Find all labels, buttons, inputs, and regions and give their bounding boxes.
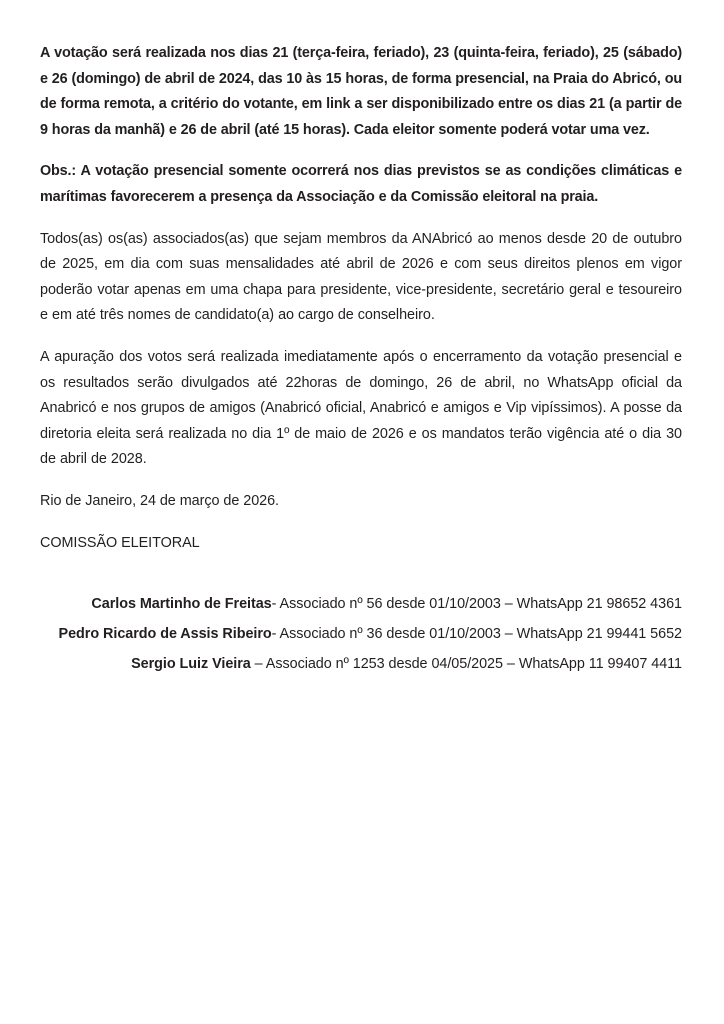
document-content: [40, 41, 682, 682]
paragraph-voting-schedule: A votação será realizada nos dias 21 (terça-feira, feriado), 23 (quinta-feira, feriado), 25 (sábado) e 26 (domingo) de abril de 2024, das 10 às 15 horas, de forma presencial, na Praia do Abricó, ou de forma remota, a critério do votante, em link a ser disponibilizado entre os dias 21 (a partir de 9 horas da manhã) e 26 de abril (até 15 horas). Cada eleitor somente poderá votar uma vez.: [40, 45, 682, 138]
paragraph-weather-note: Obs.: A votação presencial somente ocorrerá nos dias previstos se as condições climáticas e marítimas favorecerem a presença da Associação e da Comissão eleitoral na praia.: [40, 163, 682, 205]
paragraph-eligibility: Todos(as) os(as) associados(as) que sejam membros da ANAbricó ao menos desde 20 de outubro de 2025, em dia com suas mensalidades até abril de 2026 e com seus direitos plenos em vigor poderão votar apenas em uma chapa para presidente, vice-presidente, secretário geral e tesoureiro e em até três nomes de candidato(a) ao cargo de conselheiro.: [40, 230, 682, 324]
committee-heading: COMISSÃO ELEITORAL: [40, 534, 200, 551]
place-and-date: Rio de Janeiro, 24 de março de 2026.: [40, 492, 279, 509]
committee-member-details: - Associado nº 56 desde 01/10/2003 – WhatsApp 21 98652 4361: [271, 596, 682, 613]
committee-member-details: - Associado nº 36 desde 01/10/2003 – WhatsApp 21 99441 5652: [271, 626, 682, 643]
committee-member-row: [40, 622, 682, 648]
committee-member-row: [40, 592, 682, 618]
committee-member-name: Sergio Luiz Vieira: [131, 656, 251, 673]
committee-member-name: Carlos Martinho de Freitas: [91, 596, 272, 613]
signature-spacer: [40, 572, 682, 580]
committee-member-row: [40, 652, 682, 678]
committee-member-details: – Associado nº 1253 desde 04/05/2025 – WhatsApp 11 99407 4411: [250, 656, 682, 673]
paragraph-results-and-term: A apuração dos votos será realizada imediatamente após o encerramento da votação presencial e os resultados serão divulgados até 22horas de domingo, 26 de abril, no WhatsApp oficial da Anabricó e nos grupos de amigos (Anabricó oficial, Anabricó e amigos e Vip vipíssimos). A posse da diretoria eleita será realizada no dia 1º de maio de 2026 e os mandatos terão vigência até o dia 30 de abril de 2028.: [40, 348, 682, 468]
committee-member-list: [40, 592, 682, 678]
committee-member-name: Pedro Ricardo de Assis Ribeiro: [58, 626, 272, 643]
